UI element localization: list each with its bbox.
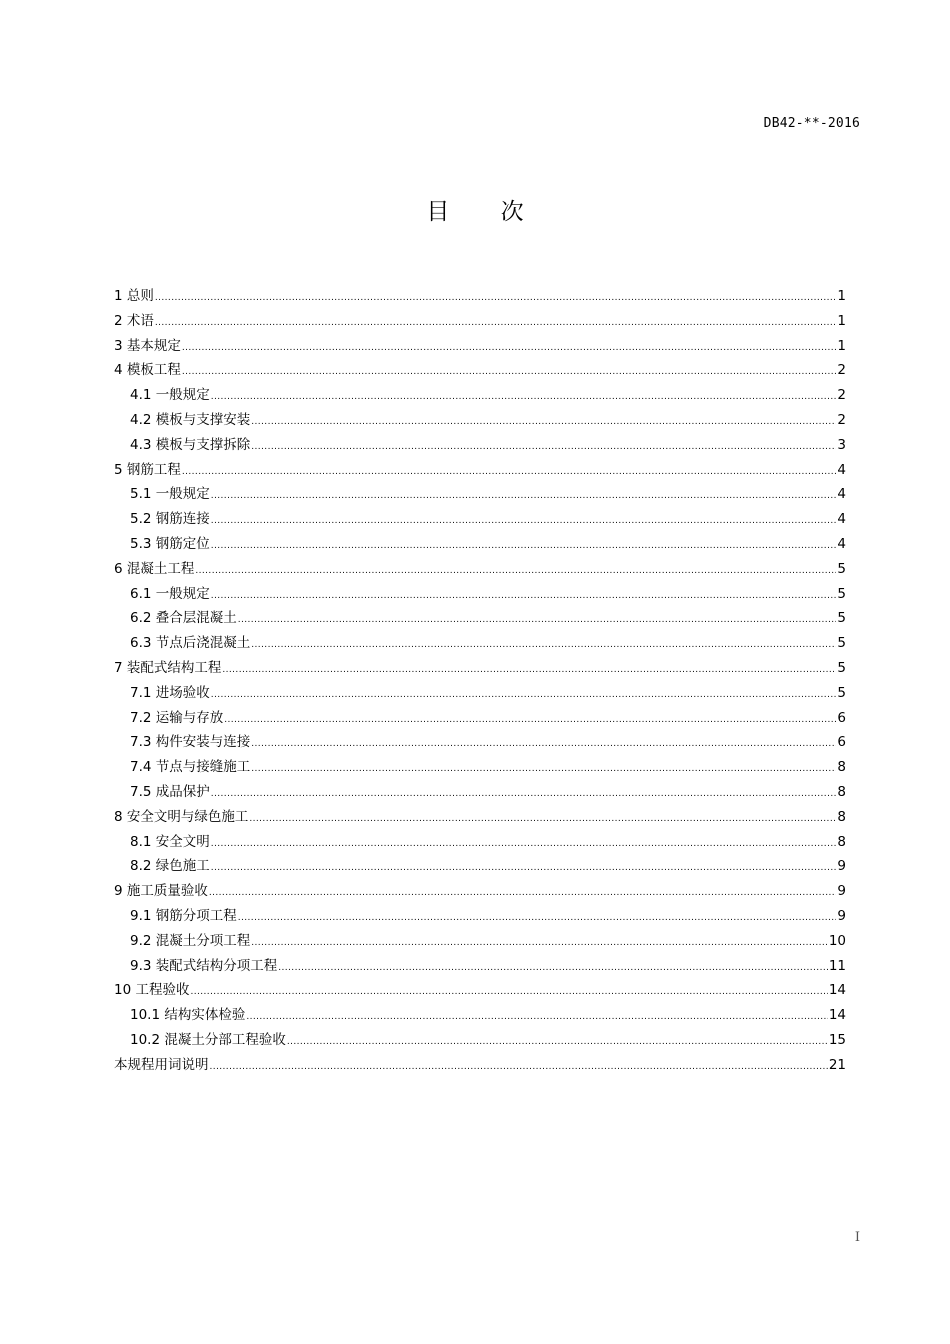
toc-entry-page: 1: [837, 312, 846, 329]
toc-entry[interactable]: [114, 383, 846, 408]
toc-entry-label: 9.1 钢筋分项工程: [130, 907, 237, 924]
toc-entry-page: 9: [837, 907, 846, 924]
toc-entry[interactable]: [114, 854, 846, 879]
toc-dot-leader: [209, 881, 837, 906]
toc-entry[interactable]: [114, 309, 846, 334]
toc-entry[interactable]: [114, 954, 846, 979]
toc-dot-leader: [211, 683, 837, 708]
toc-entry[interactable]: [114, 656, 846, 681]
toc-entry-label: 3 基本规定: [114, 337, 181, 354]
toc-entry-label: 7.1 进场验收: [130, 684, 210, 701]
toc-entry[interactable]: [114, 358, 846, 383]
toc-entry-page: 5: [837, 659, 846, 676]
toc-entry-label: 7.4 节点与接缝施工: [130, 759, 251, 776]
toc-entry[interactable]: [114, 458, 846, 483]
toc-entry-page: 5: [837, 560, 846, 577]
toc-dot-leader: [246, 1005, 827, 1030]
toc-entry-page: 5: [837, 610, 846, 627]
toc-entry-page: 4: [837, 461, 846, 478]
toc-entry-label: 6.1 一般规定: [130, 585, 210, 602]
toc-entry-label: 2 术语: [114, 312, 154, 329]
toc-entry-page: 2: [837, 387, 846, 404]
toc-dot-leader: [182, 360, 837, 385]
toc-entry-label: 6 混凝土工程: [114, 560, 195, 577]
toc-entry[interactable]: [114, 408, 846, 433]
toc-dot-leader: [211, 584, 837, 609]
toc-entry[interactable]: [114, 557, 846, 582]
toc-entry-label: 4.3 模板与支撑拆除: [130, 436, 251, 453]
toc-entry-page: 5: [837, 684, 846, 701]
toc-entry-page: 11: [828, 957, 846, 974]
toc-entry[interactable]: [114, 929, 846, 954]
toc-dot-leader: [182, 460, 837, 485]
toc-entry-label: 4.1 一般规定: [130, 387, 210, 404]
toc-entry[interactable]: [114, 879, 846, 904]
toc-entry[interactable]: [114, 1028, 846, 1053]
toc-entry-label: 9 施工质量验收: [114, 883, 208, 900]
toc-entry-label: 6.2 叠合层混凝土: [130, 610, 237, 627]
toc-entry-page: 10: [828, 932, 846, 949]
toc-entry-page: 14: [828, 1007, 846, 1024]
toc-dot-leader: [211, 782, 837, 807]
toc-dot-leader: [182, 336, 837, 361]
toc-dot-leader: [251, 732, 836, 757]
toc-entry-page: 4: [837, 535, 846, 552]
toc-entry[interactable]: [114, 532, 846, 557]
toc-entry-label: 5.3 钢筋定位: [130, 535, 210, 552]
toc-entry[interactable]: [114, 978, 846, 1003]
toc-entry-page: 2: [837, 362, 846, 379]
toc-dot-leader: [251, 931, 828, 956]
toc-entry-label: 4.2 模板与支撑安装: [130, 411, 251, 428]
toc-entry-page: 4: [837, 486, 846, 503]
toc-entry-page: 15: [828, 1031, 846, 1048]
toc-entry-page: 6: [837, 734, 846, 751]
toc-dot-leader: [251, 435, 836, 460]
toc-entry-page: 8: [837, 833, 846, 850]
toc-dot-leader: [155, 286, 837, 311]
toc-entry[interactable]: [114, 482, 846, 507]
toc-entry-page: 8: [837, 783, 846, 800]
toc-entry[interactable]: [114, 755, 846, 780]
toc-entry[interactable]: [114, 681, 846, 706]
toc-entry[interactable]: [114, 433, 846, 458]
toc-entry-label: 7.3 构件安装与连接: [130, 734, 251, 751]
toc-entry-page: 5: [837, 635, 846, 652]
toc-dot-leader: [211, 832, 837, 857]
toc-dot-leader: [211, 484, 837, 509]
toc-entry-page: 8: [837, 759, 846, 776]
toc-entry-label: 1 总则: [114, 288, 154, 304]
document-code: DB42-**-2016: [763, 116, 860, 131]
toc-entry-page: 8: [837, 808, 846, 825]
toc-dot-leader: [210, 1055, 828, 1080]
toc-entry-label: 5.2 钢筋连接: [130, 511, 210, 528]
toc-entry[interactable]: [114, 606, 846, 631]
toc-entry-label: 8 安全文明与绿色施工: [114, 808, 249, 825]
toc-entry[interactable]: [114, 780, 846, 805]
toc-dot-leader: [238, 906, 837, 931]
toc-entry[interactable]: [114, 334, 846, 359]
toc-dot-leader: [287, 1030, 828, 1055]
toc-entry[interactable]: [114, 904, 846, 929]
toc-entry-page: 3: [837, 436, 846, 453]
page-title: 目 次: [426, 199, 546, 225]
toc-dot-leader: [251, 757, 836, 782]
toc-entry-label: 4 模板工程: [114, 362, 181, 379]
page-number: I: [854, 1230, 860, 1245]
toc-dot-leader: [211, 856, 837, 881]
toc-entry-label: 5.1 一般规定: [130, 486, 210, 503]
toc-entry-label: 7.2 运输与存放: [130, 709, 224, 726]
toc-entry-label: 6.3 节点后浇混凝土: [130, 635, 251, 652]
toc-dot-leader: [278, 956, 828, 981]
toc-entry-label: 5 钢筋工程: [114, 461, 181, 478]
toc-dot-leader: [238, 608, 837, 633]
toc-entry-page: 6: [837, 709, 846, 726]
toc-entry[interactable]: [114, 1053, 846, 1078]
toc-entry-label: 9.2 混凝土分项工程: [130, 932, 251, 949]
toc-entry-label: 8.2 绿色施工: [130, 858, 210, 875]
toc-entry-label: 10 工程验收: [114, 982, 190, 999]
toc-dot-leader: [211, 509, 837, 534]
toc-dot-leader: [251, 633, 836, 658]
toc-entry[interactable]: [114, 582, 846, 607]
table-of-contents: [114, 284, 846, 1078]
toc-entry-page: 21: [828, 1056, 846, 1073]
toc-entry[interactable]: [114, 507, 846, 532]
toc-dot-leader: [155, 311, 837, 336]
toc-dot-leader: [195, 559, 836, 584]
toc-dot-leader: [224, 708, 836, 733]
toc-entry[interactable]: [114, 830, 846, 855]
toc-dot-leader: [211, 534, 837, 559]
toc-entry-label: 本规程用词说明: [114, 1056, 209, 1073]
toc-entry-label: 10.1 结构实体检验: [130, 1007, 246, 1024]
toc-entry-label: 7 装配式结构工程: [114, 659, 222, 676]
toc-entry[interactable]: [114, 284, 846, 309]
toc-entry-label: 9.3 装配式结构分项工程: [130, 957, 278, 974]
toc-entry-label: 10.2 混凝土分部工程验收: [130, 1031, 286, 1048]
toc-entry[interactable]: [114, 730, 846, 755]
toc-entry-page: 4: [837, 511, 846, 528]
toc-entry[interactable]: [114, 1003, 846, 1028]
toc-entry-page: 14: [828, 982, 846, 999]
toc-entry-page: 5: [837, 585, 846, 602]
toc-dot-leader: [211, 385, 837, 410]
toc-dot-leader: [222, 658, 836, 683]
toc-entry-page: 9: [837, 858, 846, 875]
toc-entry-label: 7.5 成品保护: [130, 783, 210, 800]
toc-dot-leader: [249, 807, 836, 832]
toc-entry-page: 2: [837, 411, 846, 428]
toc-entry[interactable]: [114, 805, 846, 830]
toc-entry-page: 1: [837, 288, 846, 304]
toc-dot-leader: [251, 410, 836, 435]
toc-entry[interactable]: [114, 706, 846, 731]
toc-entry[interactable]: [114, 631, 846, 656]
toc-entry-label: 8.1 安全文明: [130, 833, 210, 850]
toc-dot-leader: [190, 980, 827, 1005]
toc-entry-page: 9: [837, 883, 846, 900]
toc-entry-page: 1: [837, 337, 846, 354]
